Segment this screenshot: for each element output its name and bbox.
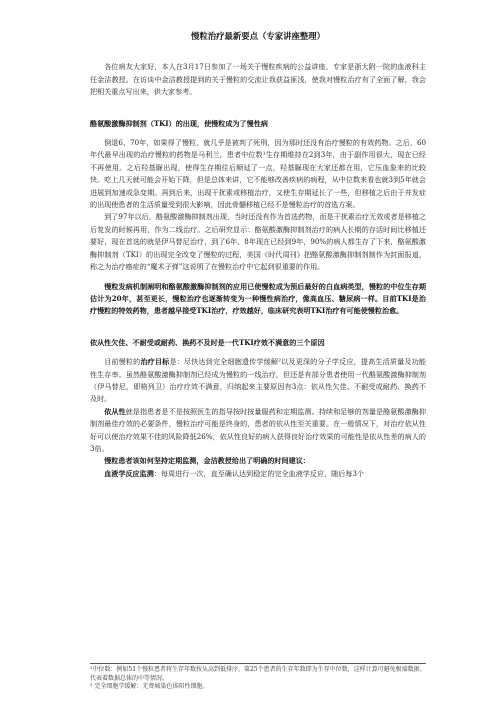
section1-paragraph-1: 倒退6、70年，如果得了慢粒，就几乎是被判了死刑，因为那时还没有治疗慢粒的有效药物。之后，60年代最早出现的治疗慢粒的药物是马利兰，患者中位数¹生存期维持在2到3年，由于副作用很大，现在已经不再使用。之后羟基脲出现，使得生存期往后顺延了一点，羟基脲现在大家还都在用，它压血象来的比较快。吃上几天就可能会开始下降，但是总体来讲，它不能够改善疾病的病程，从中位数来看也就3到5年就会进展到加速或急变期。再到后来，出现干扰素或移植治疗，又使生存期延长了一些，但移植之后由于并发症的出现使患者的生活质量受到很大影响，因此骨髓移植已经不是慢粒治疗的首选方案。	[90, 138, 426, 210]
bold-term-treatment-goal: 治疗目标	[140, 357, 170, 367]
bold-term-hematologic-response: 血液学反应监测	[104, 468, 154, 478]
monitoring-advice: 慢粒患者该如何坚持定期监测，金洁教授给出了明确的时间建议：	[104, 456, 310, 466]
text-run: 目前慢粒的	[104, 357, 141, 367]
text-run: 就是指患者是不是按照医生的指导按时按量服药和定期监测。持续和足够的剂量是酪氨酸激酶抑制剂最佳疗效的必要条件，慢粒治疗可能是终身的，患者的依从性至关重要。在一般情况下，对治疗依从性好可以使治疗效果不佳的风险降低26%，依从性良好的病人获得良好治疗效果的可能性是依从性差的病人的3倍。	[90, 406, 427, 453]
footnote-1: ¹中位数：例如51个慢粒患者将生存年数按从高到低排序，第25个患者的生存年数即为生存中位数，这样计算可避免极端数据。代表着数据总体的中等情况。	[90, 666, 426, 682]
bold-term-compliance: 依从性	[104, 406, 126, 416]
section2-paragraph-4	[90, 468, 426, 480]
intro-paragraph: 各位病友大家好，本人在3月17日参加了一场关于慢粒疾病的公益讲座，专家是浙大附一院的血液科主任金洁教授。在访谈中金洁教授提到的关于慢粒的交流让我获益匪浅，使我对慢粒治疗有了全面了解，我会把相关重点写出来，供大家参考。	[90, 62, 426, 97]
section2-paragraph-2	[90, 406, 426, 456]
section1-bold-paragraph: 慢粒发病机制阐明和酪氨酸激酶抑制剂的应用已使慢粒成为预后最好的白血病类型，慢粒的中位生存期估计为20年，甚至更长，慢粒治疗也逐渐转变为一种慢性病治疗，像高血压、糖尿病一样。目前TKI是治疗慢粒的特效药物，患者越早接受TKI治疗，疗效越好，临床研究表明TKI治疗有可能使慢粒治愈。	[90, 281, 426, 316]
spacer	[90, 99, 426, 111]
section2-paragraph-1	[90, 356, 426, 406]
text-run: ：每周进行一次，直至确认达到稳定的完全血液学反应，随后每3个	[153, 468, 365, 478]
document-title: 慢粒治疗最新要点（专家讲座整理）	[191, 31, 325, 41]
section2-paragraph-3	[90, 455, 426, 467]
spacer	[90, 318, 426, 330]
section1-heading: 酪氨酸激酶抑制剂（TKI）的出现，使慢粒成为了慢性病	[90, 118, 268, 128]
section1-paragraph-2: 到了97年以后，酪氨酸激酶抑制剂出现，当时还没有作为首选药物，而是干扰素治疗无效或者是移植之后复发的时候再用，作为二线治疗。之后研究显示：酪氨酸激酶抑制剂治疗的病人长期的存活时间比移植还要好，现在首选的就是伊马替尼治疗，到了6年、8年现在已经到9年，90%的病人都生存了下来，酪氨酸激酶抑制剂（TKI）的出现完全改变了慢粒的过程，美国《时代周刊》把酪氨酸激酶抑制剂制作为封面报道，称之为治疗癌症的“魔术子弹”这说明了在慢粒治疗中它起到很重要的作用。	[90, 212, 426, 272]
section2-heading: 依从性欠佳、不耐受或耐药、换药不及时是一代TKI疗效不满意的三个原因	[90, 337, 325, 347]
text-run: 是：尽快达到完全细胞遗传学缓解²以及更深的分子学反应，提高生活质量及功能性生存率。虽然酪氨酸激酶抑制剂已经成为慢粒的一线治疗，但还是有部分患者使用一代酪氨酸激酶抑制剂（伊马替尼，即格列卫）治疗疗效不满意，归纳起来主要原因有3点：依从性欠佳、不耐受或耐药、换药不及时。	[90, 357, 427, 404]
footnote-2: ² 完全细胞学缓解：无费城染色体阳性细胞。	[90, 683, 209, 691]
footnotes	[90, 663, 426, 692]
